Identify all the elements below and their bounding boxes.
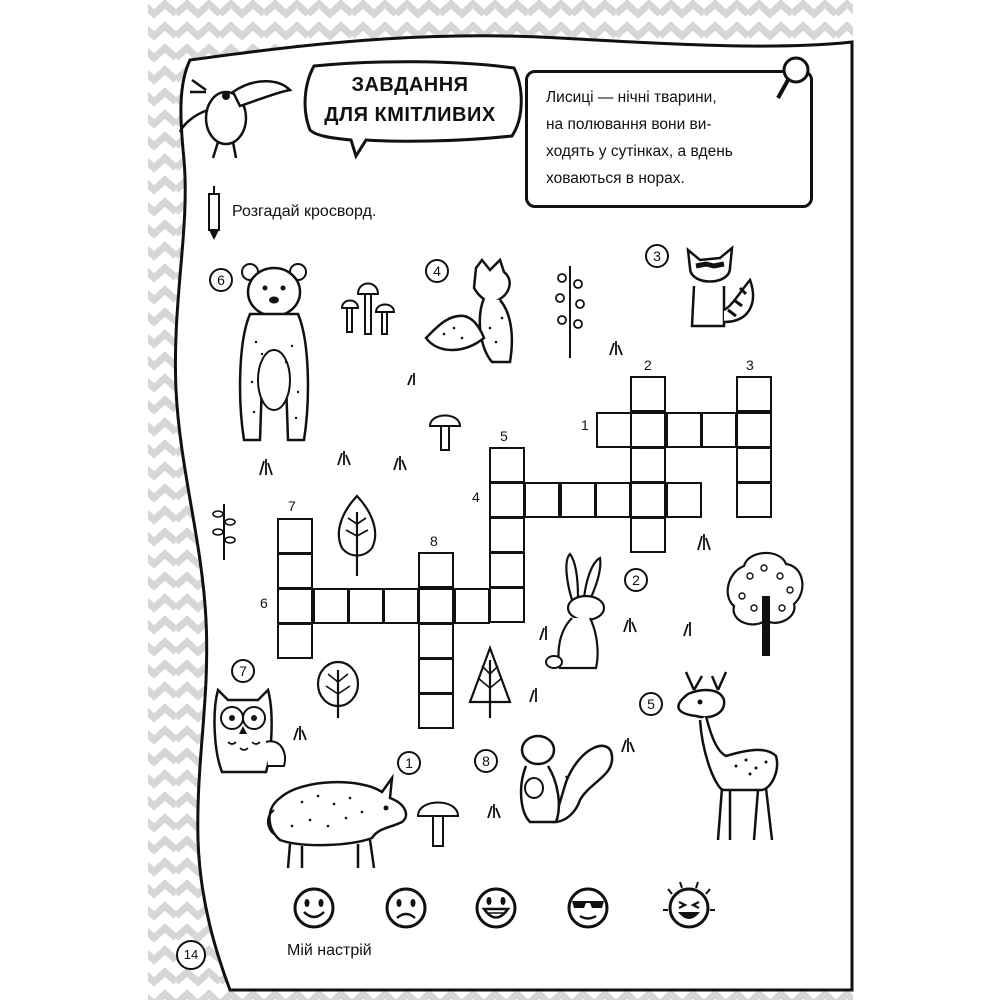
raccoon-marker: 3	[645, 244, 669, 268]
smile-laugh-icon[interactable]	[662, 880, 716, 934]
fact-line-3: ходять у сутінках, а вдень	[546, 143, 733, 160]
smile-happy-icon[interactable]	[292, 886, 336, 930]
fact-line-4: ховаються в норах.	[546, 170, 685, 187]
boar-marker: 1	[397, 751, 421, 775]
page-number: 14	[176, 940, 206, 970]
smile-sad-icon[interactable]	[384, 886, 428, 930]
crossword-clue-number: 7	[288, 498, 296, 514]
smile-grin-icon[interactable]	[474, 886, 518, 930]
squirrel-marker: 8	[474, 749, 498, 773]
bear-marker: 6	[209, 268, 233, 292]
crossword-clue-number: 5	[500, 428, 508, 444]
title-line-1: ЗАВДАННЯ	[351, 74, 469, 96]
mood-label: Мій настрій	[287, 942, 372, 959]
crossword-clue-number: 1	[581, 417, 589, 433]
instruction-text: Розгадай кросворд.	[232, 203, 377, 220]
crossword-clue-number: 4	[472, 489, 480, 505]
fact-line-1: Лисиці — нічні тварини,	[546, 89, 717, 106]
crossword-clue-number: 6	[260, 595, 268, 611]
fact-line-2: на полювання вони ви-	[546, 116, 712, 133]
hare-marker: 2	[624, 568, 648, 592]
deer-marker: 5	[639, 692, 663, 716]
title-line-2: ДЛЯ КМІТЛИВИХ	[324, 104, 496, 126]
smile-sunglasses-icon[interactable]	[566, 886, 610, 930]
crossword-clue-number: 3	[746, 357, 754, 373]
owl-marker: 7	[231, 659, 255, 683]
crossword-clue-number: 8	[430, 533, 438, 549]
grass-tufts	[260, 341, 710, 818]
crossword-clue-number: 2	[644, 357, 652, 373]
fox-marker: 4	[425, 259, 449, 283]
